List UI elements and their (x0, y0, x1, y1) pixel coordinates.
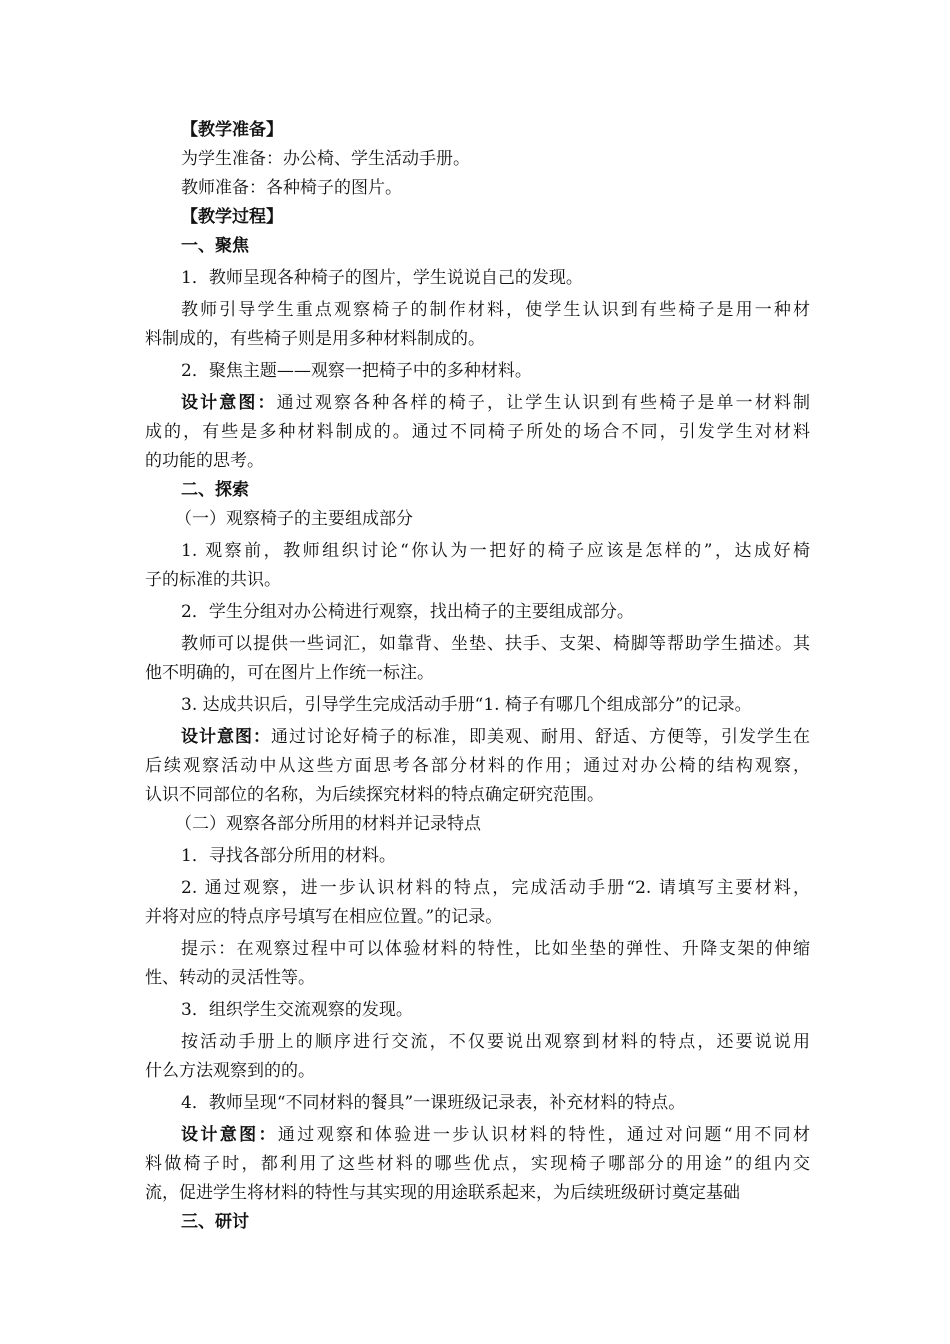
section2-design-text-1: 通过讨论好椅子的标准，即美观、耐用、舒适、方便等，引发学生在 (271, 727, 810, 747)
section1-design-line-3: 的功能的思考。 (145, 451, 264, 471)
section1-heading: 一、聚焦 (181, 236, 249, 256)
section2-paragraph-6-line-2: 并将对应的特点序号填写在相应位置。”的记录。 (145, 907, 503, 927)
design-label: 设计意图： (181, 393, 277, 413)
section2-paragraph-5: 1．寻找各部分所用的材料。 (181, 846, 396, 866)
section2-paragraph-1-line-1: 1. 观察前，教师组织讨论“你认为一把好的椅子应该是怎样的”，达成好椅 (181, 541, 810, 561)
section2-paragraph-10: 4．教师呈现“不同材料的餐具”一课班级记录表，补充材料的特点。 (181, 1093, 686, 1113)
section2-paragraph-3-line-1: 教师可以提供一些词汇，如靠背、坐垫、扶手、支架、椅脚等帮助学生描述。其 (181, 634, 810, 654)
section2-paragraph-7-line-1: 提示：在观察过程中可以体验材料的特性，比如坐垫的弹性、升降支架的伸缩 (181, 939, 810, 959)
section1-design-line-1 (145, 389, 810, 418)
section2-design2-text-1: 通过观察和体验进一步认识材料的特性，通过对问题“用不同材 (277, 1125, 810, 1145)
section1-paragraph-1: 1．教师呈现各种椅子的图片，学生说说自己的发现。 (181, 268, 583, 288)
section2-paragraph-3-line-2: 他不明确的，可在图片上作统一标注。 (145, 663, 434, 683)
section2-paragraph-2: 2．学生分组对办公椅进行观察，找出椅子的主要组成部分。 (181, 602, 634, 622)
section3-heading: 三、研讨 (181, 1212, 249, 1232)
section2-paragraph-8: 3．组织学生交流观察的发现。 (181, 1000, 413, 1020)
prep-student: 为学生准备：办公椅、学生活动手册。 (181, 149, 470, 169)
section1-design-line-2: 成的，有些是多种材料制成的。通过不同椅子所处的场合不同，引发学生对材料 (145, 422, 810, 442)
section2-subheading-2: （二）观察各部分所用的材料并记录特点 (175, 814, 481, 834)
section2-design-line-1 (145, 723, 810, 752)
section2-paragraph-1-line-2: 子的标准的共识。 (145, 570, 281, 590)
prep-teacher: 教师准备：各种椅子的图片。 (181, 178, 402, 198)
section2-heading: 二、探索 (181, 480, 249, 500)
prep-heading: 【教学准备】 (181, 120, 283, 140)
process-heading: 【教学过程】 (181, 207, 283, 227)
section2-paragraph-9-line-2: 什么方法观察到的的。 (145, 1061, 315, 1081)
section1-paragraph-3: 2．聚焦主题——观察一把椅子中的多种材料。 (181, 361, 532, 381)
section2-design2-line-3: 流，促进学生将材料的特性与其实现的用途联系起来，为后续班级研讨奠定基础 (145, 1183, 740, 1203)
section1-paragraph-2-line-2: 料制成的，有些椅子则是用多种材料制成的。 (145, 329, 485, 349)
section1-design-text-1: 通过观察各种各样的椅子，让学生认识到有些椅子是单一材料制 (276, 393, 810, 413)
section2-design-line-2: 后续观察活动中从这些方面思考各部分材料的作用；通过对办公椅的结构观察， (145, 756, 810, 776)
section2-paragraph-4: 3. 达成共识后，引导学生完成活动手册“1. 椅子有哪几个组成部分”的记录。 (181, 695, 752, 715)
document-page (145, 116, 810, 1237)
design-label: 设计意图： (181, 1125, 278, 1145)
section2-design-line-3: 认识不同部位的名称，为后续探究材料的特点确定研究范围。 (145, 785, 604, 805)
section2-design2-line-2: 料做椅子时，都利用了这些材料的哪些优点，实现椅子哪部分的用途”的组内交 (145, 1154, 810, 1174)
section2-paragraph-7-line-2: 性、转动的灵活性等。 (145, 968, 315, 988)
section2-paragraph-9-line-1: 按活动手册上的顺序进行交流，不仅要说出观察到材料的特点，还要说说用 (181, 1032, 810, 1052)
section2-paragraph-6-line-1: 2. 通过观察，进一步认识材料的特点，完成活动手册“2. 请填写主要材料， (181, 878, 810, 898)
design-label: 设计意图： (181, 727, 271, 747)
section1-paragraph-2-line-1: 教师引导学生重点观察椅子的制作材料，使学生认识到有些椅子是用一种材 (181, 300, 810, 320)
section2-subheading-1: （一）观察椅子的主要组成部分 (175, 509, 413, 529)
section2-design2-line-1 (145, 1121, 810, 1150)
